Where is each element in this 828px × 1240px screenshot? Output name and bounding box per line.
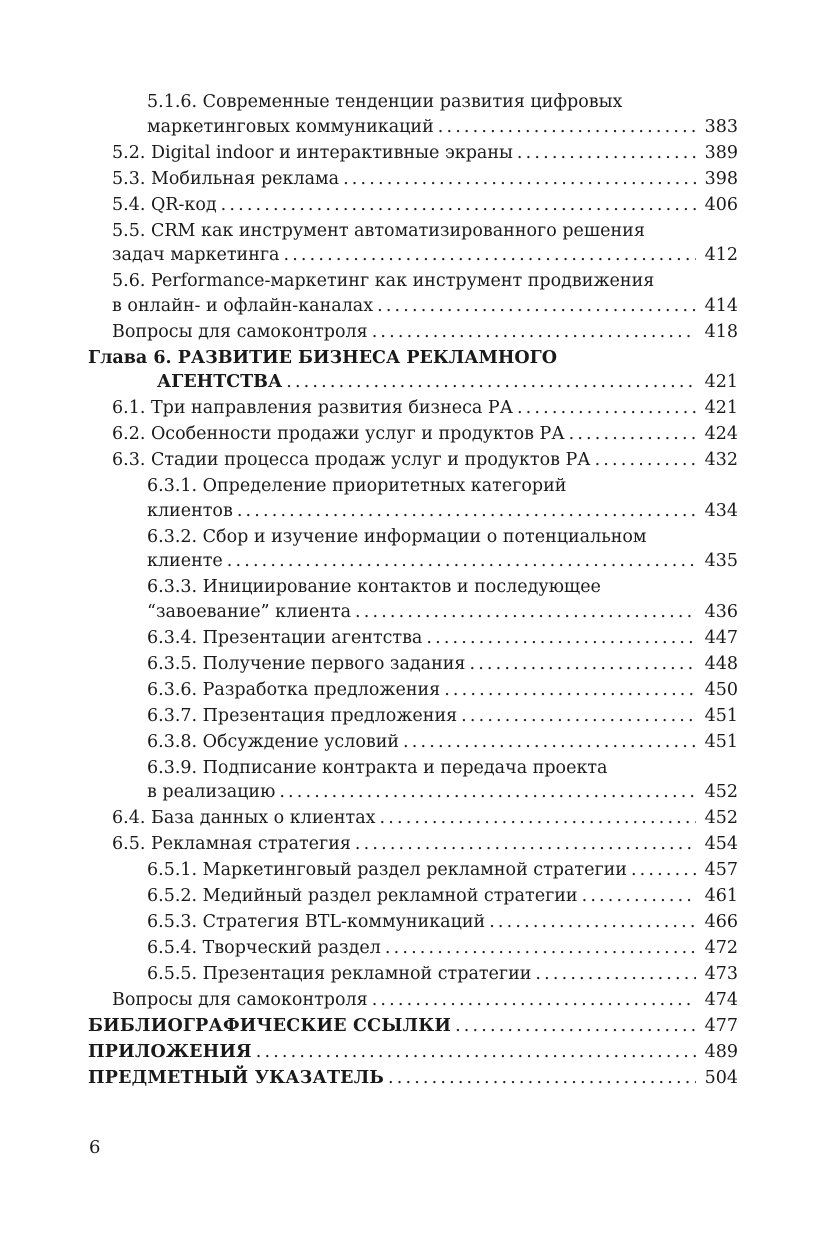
toc-page-number: 461 — [704, 886, 738, 906]
dot-leader — [343, 167, 696, 192]
toc-entry-title: в онлайн- и офлайн-каналах — [112, 295, 374, 316]
toc-entry-title: 5.6. Performance-маркетинг как инструмент продвижения — [112, 271, 655, 291]
dot-leader — [426, 626, 696, 651]
toc-page-number: 414 — [704, 295, 738, 316]
toc-entry — [88, 1066, 738, 1091]
toc-entry-title: 6.5.2. Медийный раздел рекламной стратегии — [147, 886, 578, 906]
toc-page-number: 447 — [704, 627, 738, 648]
toc-entry-title: АГЕНТСТВА — [157, 372, 283, 392]
toc-entry-title: 5.1.6. Современные тенденции развития цифровых — [147, 92, 623, 112]
dot-leader — [595, 448, 696, 473]
toc-page-number: 451 — [704, 731, 738, 752]
toc-entry — [88, 396, 738, 421]
dot-leader — [221, 193, 696, 218]
toc-entry — [88, 141, 738, 166]
toc-entry-title: 6.5. Рекламная стратегия — [112, 834, 351, 854]
toc-entry — [88, 936, 738, 961]
toc-page-number: 383 — [704, 116, 738, 137]
toc-page-number: 435 — [704, 551, 738, 571]
toc-entry — [88, 1014, 738, 1039]
toc-entry — [88, 626, 738, 651]
toc-entry-title: Глава 6. РАЗВИТИЕ БИЗНЕСА РЕКЛАМНОГО — [88, 347, 557, 368]
toc-entry-title: ПРИЛОЖЕНИЯ — [88, 1042, 252, 1062]
toc-entry — [88, 575, 738, 624]
toc-entry-title: 6.3.2. Сбор и изучение информации о потенциальном — [147, 526, 647, 547]
toc-entry — [88, 832, 738, 857]
toc-entry-title: в реализацию — [147, 782, 276, 802]
toc-entry — [88, 652, 738, 677]
toc-entry-title: задач маркетинга — [112, 245, 280, 265]
toc-entry-title: клиентов — [147, 500, 233, 521]
toc-entry-title: 6.4. База данных о клиентах — [112, 808, 376, 828]
toc-entry — [88, 678, 738, 703]
toc-entry — [88, 474, 738, 523]
toc-page-number: 489 — [704, 1042, 738, 1062]
dot-leader — [535, 962, 696, 987]
toc-entry — [88, 269, 738, 318]
toc-entry-title: 6.3.5. Получение первого задания — [147, 653, 466, 674]
toc-page-number: 448 — [704, 653, 738, 674]
toc-page-number: 424 — [704, 424, 738, 444]
toc-entry-title: БИБЛИОГРАФИЧЕСКИЕ ССЫЛКИ — [88, 1016, 452, 1036]
table-of-contents — [88, 90, 738, 1092]
toc-page-number: 473 — [704, 964, 738, 984]
toc-entry — [88, 858, 738, 883]
toc-entry — [88, 730, 738, 755]
toc-entry — [88, 756, 738, 805]
toc-entry-title: 5.3. Мобильная реклама — [112, 168, 340, 189]
toc-entry-title: 6.5.1. Маркетинговый раздел рекламной стратегии — [147, 860, 627, 880]
dot-leader — [438, 115, 696, 140]
toc-page-number: 398 — [704, 168, 738, 189]
toc-entry-title: 6.3.1. Определение приоритетных категорий — [147, 476, 567, 496]
dot-leader — [444, 678, 696, 703]
toc-page-number: 418 — [704, 321, 738, 342]
toc-entry-title: 6.3.9. Подписание контракта и передача проекта — [147, 757, 608, 778]
toc-entry-title: клиенте — [147, 551, 223, 571]
toc-entry — [88, 167, 738, 192]
dot-leader — [517, 396, 696, 421]
toc-entry-title: 6.3.6. Разработка предложения — [147, 679, 441, 700]
toc-entry-title: 6.5.3. Стратегия BTL-коммуникаций — [147, 912, 486, 932]
toc-page-number: 477 — [704, 1016, 738, 1036]
dot-leader — [279, 780, 696, 805]
toc-entry-title: Вопросы для самоконтроля — [112, 321, 368, 342]
dot-leader — [469, 652, 696, 677]
toc-page-number: 432 — [704, 450, 738, 470]
toc-page-number: 452 — [704, 782, 738, 802]
dot-leader — [455, 1014, 696, 1039]
dot-leader — [380, 806, 696, 831]
toc-entry — [88, 988, 738, 1013]
toc-page-number: 474 — [704, 990, 738, 1010]
toc-entry-title: Вопросы для самоконтроля — [112, 990, 368, 1010]
toc-entry-title: 6.3. Стадии процесса продаж услуг и продуктов РА — [112, 450, 591, 470]
toc-entry-title: 5.2. Digital indoor и интерактивные экраны — [112, 142, 513, 163]
toc-entry-title: 5.5. CRM как инструмент автоматизированного решения — [112, 220, 645, 241]
dot-leader — [372, 320, 696, 345]
dot-leader — [489, 910, 696, 935]
dot-leader — [517, 141, 696, 166]
toc-entry-title: 6.5.4. Творческий раздел — [147, 938, 381, 958]
dot-leader — [582, 884, 696, 909]
toc-entry — [88, 962, 738, 987]
dot-leader — [355, 832, 696, 857]
toc-page-number: 412 — [704, 245, 738, 265]
dot-leader — [631, 858, 696, 883]
toc-page-number: 436 — [704, 601, 738, 622]
dot-leader — [377, 294, 696, 319]
dot-leader — [385, 936, 696, 961]
toc-page-number: 454 — [704, 834, 738, 854]
dot-leader — [403, 730, 696, 755]
toc-entry-title: ПРЕДМЕТНЫЙ УКАЗАТЕЛЬ — [88, 1068, 385, 1088]
page-number: 6 — [89, 1137, 101, 1158]
toc-entry — [88, 320, 738, 345]
toc-entry — [88, 1040, 738, 1065]
toc-entry — [88, 525, 738, 574]
dot-leader — [237, 499, 696, 524]
toc-entry-title: 6.3.8. Обсуждение условий — [147, 731, 400, 752]
toc-entry-title: 6.3.7. Презентация предложения — [147, 705, 458, 726]
toc-page-number: 457 — [704, 860, 738, 880]
toc-entry-title: 5.4. QR-код — [112, 194, 217, 215]
dot-leader — [372, 988, 696, 1013]
toc-entry-title: маркетинговых коммуникаций — [147, 116, 434, 137]
toc-entry — [88, 193, 738, 218]
toc-entry — [88, 219, 738, 268]
toc-page-number: 452 — [704, 808, 738, 828]
toc-page-number: 466 — [704, 912, 738, 932]
toc-page-number: 434 — [704, 500, 738, 521]
toc-entry — [88, 806, 738, 831]
dot-leader — [286, 370, 696, 395]
toc-entry-title: “завоевание” клиента — [147, 601, 352, 622]
toc-entry-title: 6.3.3. Инициирование контактов и последующее — [147, 577, 601, 597]
toc-page-number: 451 — [704, 705, 738, 726]
toc-entry — [88, 884, 738, 909]
dot-leader — [227, 549, 696, 574]
dot-leader — [355, 600, 696, 625]
toc-entry — [88, 346, 738, 395]
toc-entry — [88, 910, 738, 935]
dot-leader — [461, 704, 696, 729]
toc-page-number: 406 — [704, 194, 738, 215]
toc-page-number: 421 — [704, 372, 738, 392]
dot-leader — [256, 1040, 696, 1065]
toc-entry — [88, 90, 738, 139]
dot-leader — [388, 1066, 696, 1091]
toc-page-number: 504 — [704, 1068, 738, 1088]
toc-entry — [88, 704, 738, 729]
toc-entry — [88, 448, 738, 473]
toc-entry — [88, 422, 738, 447]
dot-leader — [283, 243, 696, 268]
toc-entry-title: 6.2. Особенности продажи услуг и продуктов РА — [112, 424, 565, 444]
toc-page-number: 421 — [704, 398, 738, 418]
toc-entry-title: 6.5.5. Презентация рекламной стратегии — [147, 964, 532, 984]
toc-page-number: 450 — [704, 679, 738, 700]
toc-entry-title: 6.3.4. Презентации агентства — [147, 627, 423, 648]
toc-entry-title: 6.1. Три направления развития бизнеса РА — [112, 398, 513, 418]
toc-page-number: 472 — [704, 938, 738, 958]
toc-page-number: 389 — [704, 142, 738, 163]
dot-leader — [569, 422, 696, 447]
